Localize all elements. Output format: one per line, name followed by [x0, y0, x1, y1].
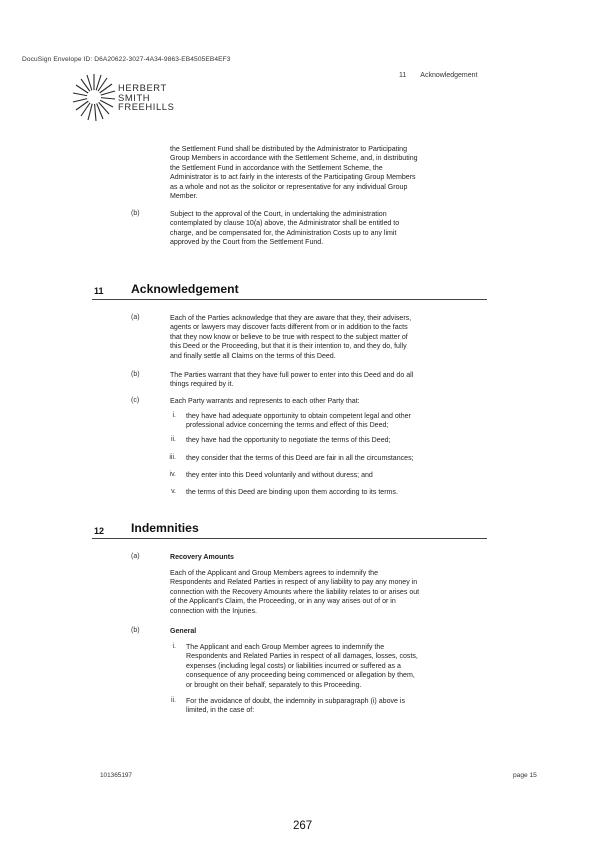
item-numeral-ii: ii. — [170, 697, 176, 704]
firm-logo-mark-icon — [72, 72, 116, 122]
text-line: consequence of any proceeding being commenced or allegation by them, — [186, 672, 415, 680]
intro-continuation — [170, 145, 418, 201]
clause-label-c: (c) — [131, 397, 140, 404]
text-line: Each of the Parties acknowledge that they are aware that they, their advisers, — [170, 315, 412, 322]
text-line: The Parties warrant that they have full power to enter into this Deed and do all — [170, 372, 414, 379]
text-line: things required by it. — [170, 381, 234, 389]
text-line: Each of the Applicant and Group Members agrees to indemnify the — [170, 570, 379, 577]
text-line: connection with the Recovery Amounts where the liability relates to or arises out — [170, 588, 420, 596]
text-line: connection with the Injuries. — [170, 607, 257, 615]
text-line: Subject to the approval of the Court, in undertaking the administration — [170, 211, 387, 218]
logo-line-freehills: FREEHILLS — [118, 101, 175, 113]
text-line: or brought on their behalf, separately to this Proceeding. — [186, 681, 362, 689]
item-numeral-iv: iv. — [169, 471, 176, 478]
running-header — [399, 72, 477, 79]
item-numeral-i: i. — [172, 412, 176, 419]
list-item: the terms of this Deed are binding upon them according to its terms. — [186, 489, 398, 496]
clause-label-b: (b) — [131, 627, 140, 634]
text-line: Group Members in accordance with the Settlement Scheme, and, in distributing — [170, 155, 418, 163]
section-11-title: Acknowledgement — [131, 282, 239, 296]
item-numeral-ii: ii. — [170, 436, 176, 443]
clause-11c-text: Each Party warrants and represents to each other Party that: — [170, 398, 360, 405]
text-line: For the avoidance of doubt, the indemnity in subparagraph (i) above is — [186, 698, 405, 705]
text-line: of the Applicant's Claim, the Proceeding, or in any way arises out of or in — [170, 598, 396, 606]
text-line: agents or lawyers may discover facts different from or in addition to the facts — [170, 324, 408, 332]
text-line: as a whole and not as the solicitor or representative for any individual Group — [170, 183, 408, 191]
list-item: they have had the opportunity to negotiate the terms of this Deed; — [186, 437, 391, 444]
logo-wordmark — [118, 83, 174, 112]
item-numeral-iii: iii. — [169, 454, 176, 461]
clause-label-a: (a) — [131, 314, 140, 321]
clause-label-b: (b) — [131, 371, 140, 378]
list-item — [186, 643, 418, 690]
item-numeral-v: v. — [171, 488, 176, 495]
item-numeral-i: i. — [172, 643, 176, 650]
clause-11b-text — [170, 371, 413, 390]
text-line: Administrator is to act fairly in the interests of the Participating Group Members — [170, 174, 416, 182]
text-line: the Settlement Fund in accordance with the Settlement Scheme, the — [170, 164, 383, 172]
text-line: professional advice concerning the terms and effect of this Deed; — [186, 422, 389, 430]
clause-11a-text — [170, 314, 411, 361]
text-line: The Applicant and each Group Member agrees to indemnify the — [186, 644, 385, 651]
text-line: charge, and be compensated for, the Administration Costs up to any limit — [170, 229, 397, 237]
clause-12a-heading: Recovery Amounts — [170, 554, 234, 561]
text-line: expenses (including legal costs) or liabilities incurred or suffered as a — [186, 662, 401, 670]
section-12-rule — [92, 538, 487, 539]
text-line: the Settlement Fund shall be distributed by the Administrator to Participating — [170, 146, 407, 153]
list-item: they enter into this Deed voluntarily and without duress; and — [186, 472, 373, 479]
logo-line-smith: SMITH — [118, 91, 151, 103]
text-line: limited, in the case of: — [186, 707, 255, 715]
text-line: approved by the Court from the Settlement Fund. — [170, 239, 324, 247]
section-11-rule — [92, 299, 487, 300]
text-line: that they now know or believe to be true with respect to the subject matter of — [170, 333, 408, 341]
section-11-number: 11 — [94, 286, 104, 296]
clause-10b-text — [170, 210, 399, 248]
text-line: Member. — [170, 193, 198, 201]
list-item: they consider that the terms of this Deed are fair in all the circumstances; — [186, 455, 414, 462]
clause-label-b: (b) — [131, 210, 140, 217]
text-line: and finally settle all Claims on the terms of this Deed. — [170, 352, 336, 360]
clause-12a-text — [170, 569, 419, 616]
document-id: 101365197 — [100, 772, 132, 779]
list-item — [186, 697, 405, 716]
running-header-title: Acknowledgement — [420, 72, 478, 79]
section-12-number: 12 — [94, 526, 105, 536]
text-line: Respondents and Related Parties in respect of all damages, losses, costs, — [186, 653, 418, 661]
list-item — [186, 412, 411, 431]
text-line: contemplated by clause 10(a) above, the Administrator shall be entitled to — [170, 220, 400, 228]
text-line: this Deed or the Proceeding, but that it is their intention to, and they do, fully — [170, 343, 407, 351]
bundle-page-number: 267 — [293, 820, 313, 832]
logo-line-herbert: HERBERT — [118, 82, 167, 93]
clause-label-a: (a) — [131, 553, 140, 560]
page-label: page 15 — [513, 772, 537, 779]
docusign-envelope-id: DocuSign Envelope ID: D6A20622-3027-4A34-9863-EB4505EB4EF3 — [22, 56, 231, 63]
running-header-number: 11 — [399, 72, 407, 79]
section-12-title: Indemnities — [131, 521, 199, 535]
herbert-smith-freehills-logo — [72, 72, 192, 122]
text-line: Respondents and Related Parties in respect of any liability to pay any money in — [170, 579, 418, 587]
clause-12b-heading: General — [170, 628, 197, 635]
text-line: they have had adequate opportunity to obtain competent legal and other — [186, 413, 411, 420]
